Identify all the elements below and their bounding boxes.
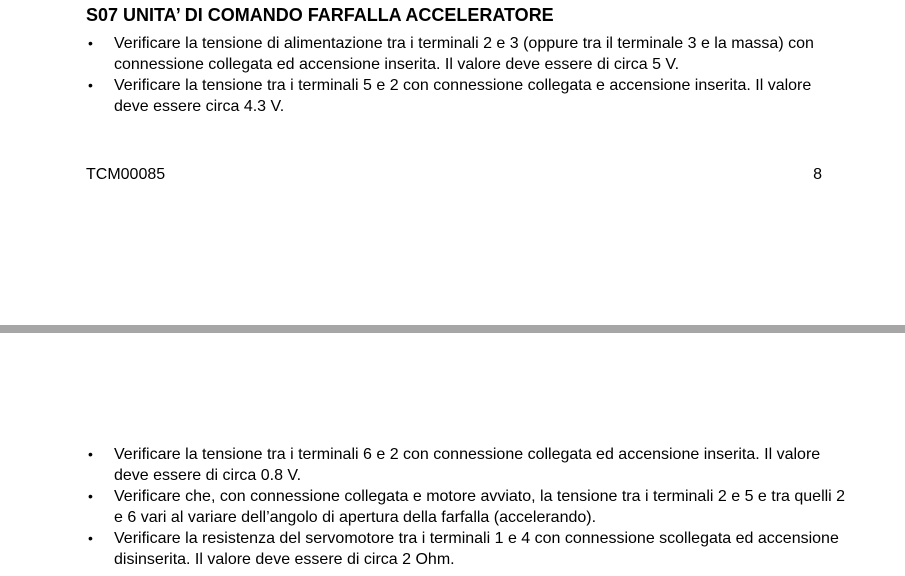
list-item	[86, 486, 846, 528]
bullet-icon: •	[88, 35, 93, 51]
list-item-text: Verificare la tensione di alimentazione tra i terminali 2 e 3 (oppure tra il terminale 3 e la massa) con connessione collegata ed accensione inserita. Il valore deve essere di circa 5 V.	[114, 35, 814, 73]
list-item-text: Verificare che, con connessione collegata e motore avviato, la tensione tra i terminali 2 e 5 e tra quelli 2 e 6 vari al variare dell’angolo di apertura della farfalla (accelerando).	[114, 488, 846, 526]
list-item-text: Verificare la tensione tra i terminali 6 e 2 con connessione collegata ed accensione inserita. Il valore deve essere di circa 0.8 V.	[114, 446, 821, 484]
bullet-list-bottom	[86, 444, 846, 570]
page-number: 8	[813, 166, 822, 183]
section-title: S07 UNITA’ DI COMANDO FARFALLA ACCELERATORE	[86, 5, 554, 25]
bullet-icon: •	[88, 77, 93, 93]
bullet-list-top	[86, 33, 846, 117]
page-separator	[0, 325, 905, 333]
bullet-icon: •	[88, 488, 93, 504]
list-item	[86, 75, 846, 117]
list-item	[86, 444, 846, 486]
bullet-icon: •	[88, 446, 93, 462]
list-item-text: Verificare la tensione tra i terminali 5 e 2 con connessione collegata e accensione inserita. Il valore deve essere circa 4.3 V.	[114, 77, 812, 115]
list-item	[86, 528, 846, 570]
list-item	[86, 33, 846, 75]
bullet-icon: •	[88, 530, 93, 546]
document-code: TCM00085	[86, 166, 166, 183]
list-item-text: Verificare la resistenza del servomotore tra i terminali 1 e 4 con connessione scollegata ed accensione disinserita. Il valore deve essere di circa 2 Ohm.	[114, 530, 839, 568]
